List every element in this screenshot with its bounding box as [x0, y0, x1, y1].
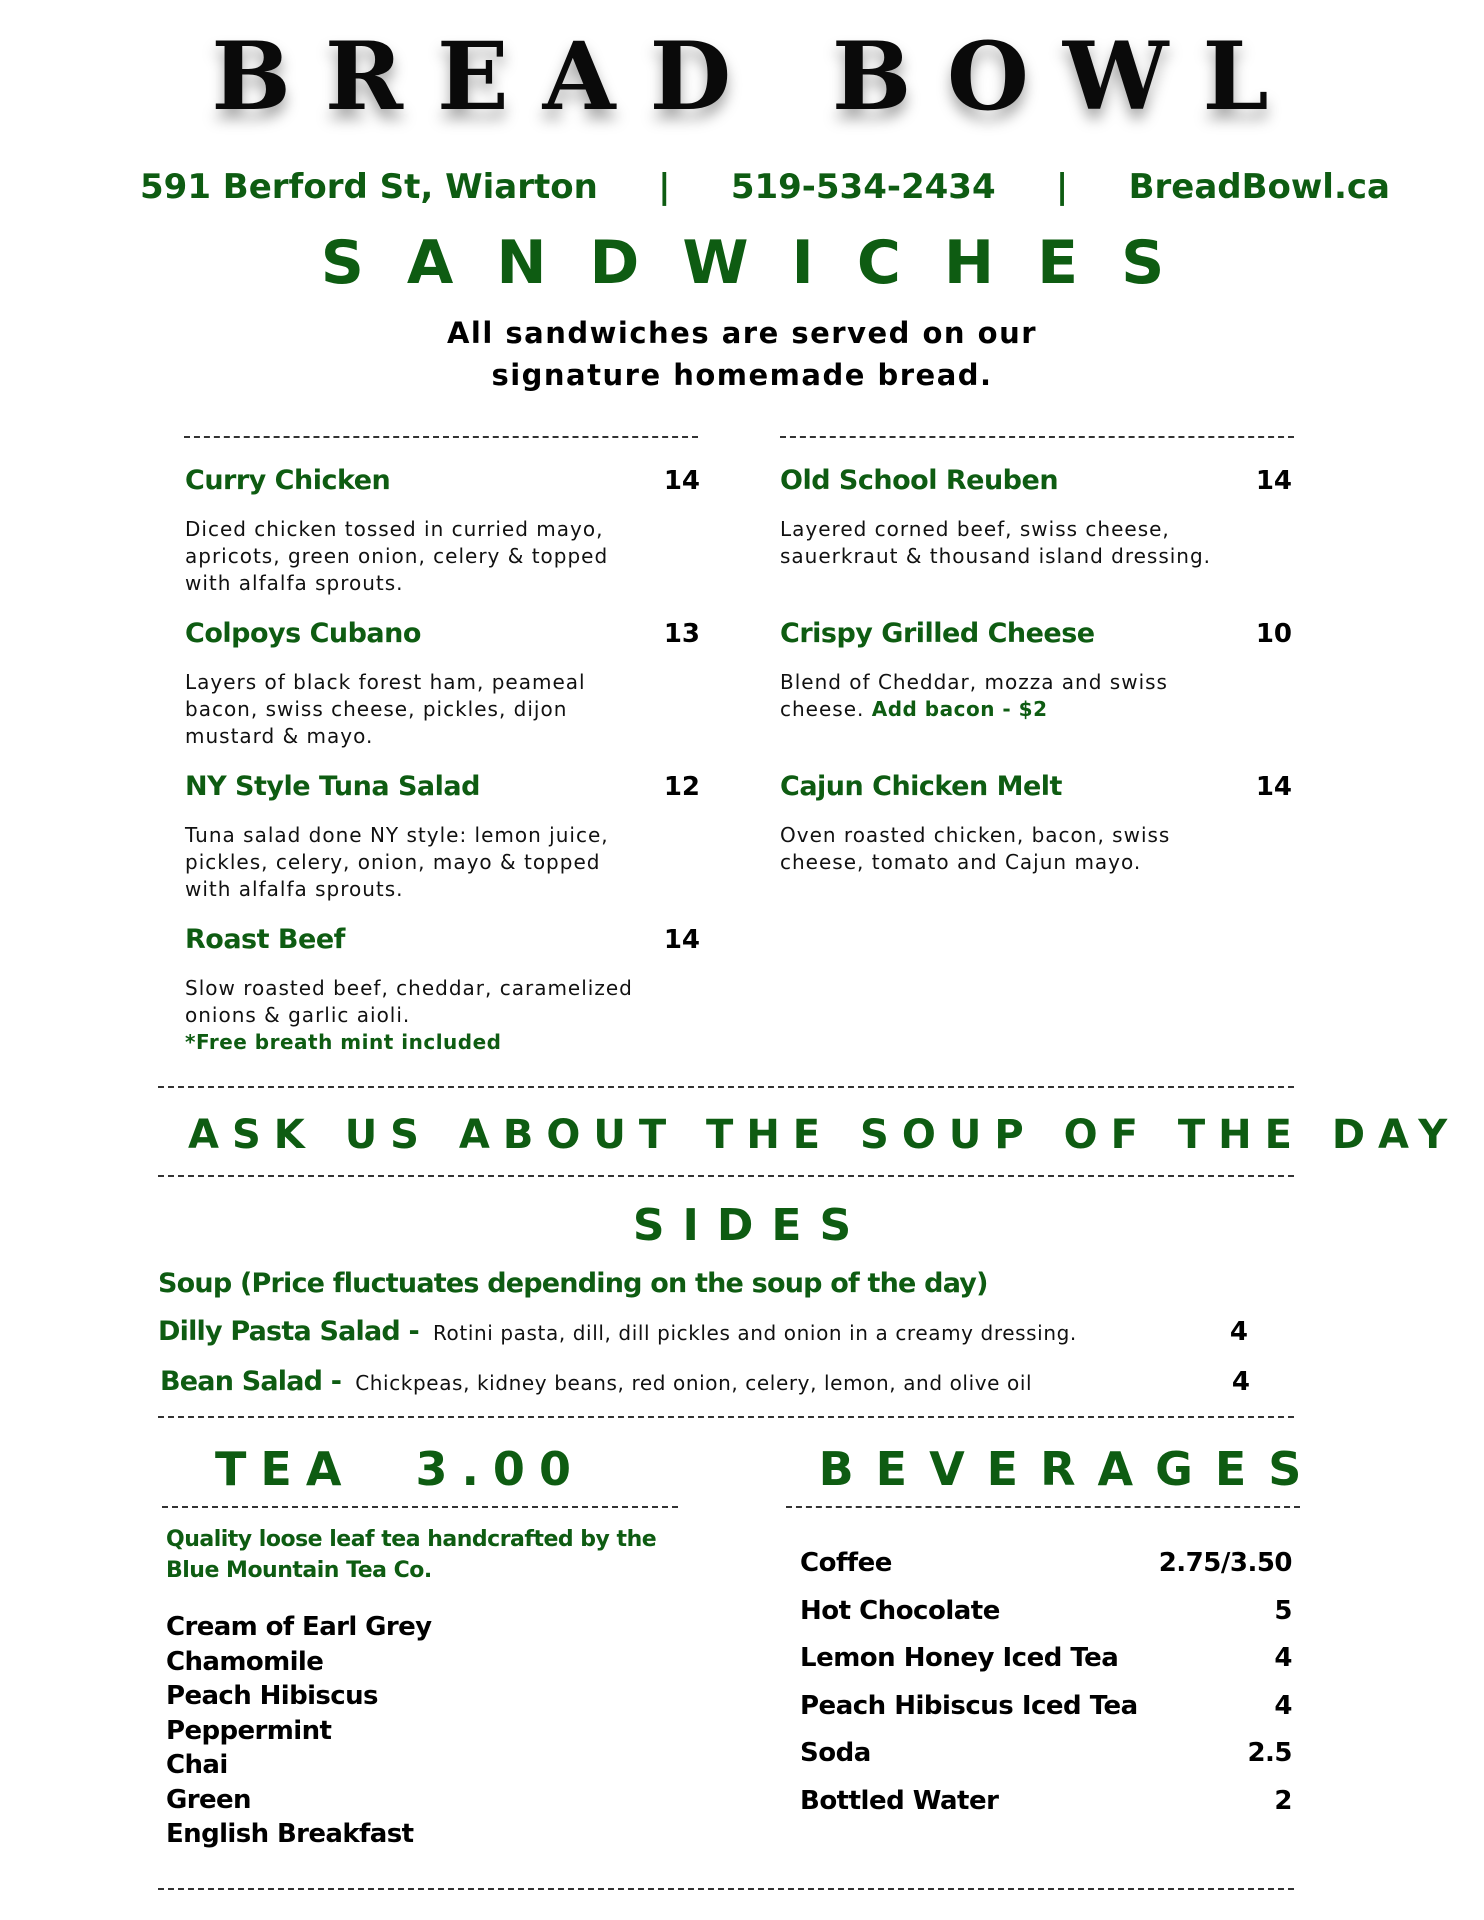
side-name: Dilly Pasta Salad - — [158, 1316, 419, 1347]
item-description — [780, 669, 1230, 723]
tea-heading — [160, 1442, 640, 1496]
beverage-item — [800, 1596, 1292, 1644]
side-price: 4 — [1229, 1317, 1248, 1347]
website-link[interactable]: BreadBowl.ca — [1128, 167, 1390, 207]
item-price: 14 — [1255, 466, 1292, 496]
tea-flavour: Chamomile — [166, 1646, 324, 1677]
item-price: 14 — [663, 925, 700, 955]
side-description: Rotini pasta, dill, dill pickles and onion in a creamy dressing. — [432, 1321, 1077, 1345]
sandwiches-subtitle — [0, 312, 1484, 396]
divider-dashed — [162, 1506, 678, 1508]
menu-item — [185, 771, 700, 903]
tea-intro: Quality loose leaf tea handcrafted by the Blue Mountain Tea Co. — [166, 1527, 657, 1583]
item-description: Tuna salad done NY style: lemon juice, pickles, celery, onion, mayo & topped with alfalfa sprouts. — [185, 823, 609, 901]
tea-flavour: Chai — [166, 1750, 228, 1780]
beverage-item — [800, 1691, 1292, 1739]
tea-flavour: Peppermint — [166, 1715, 332, 1746]
menu-item — [780, 465, 1292, 570]
beverage-name: Soda — [800, 1738, 871, 1768]
beverage-price: 5 — [1274, 1595, 1292, 1626]
beverage-price: 4 — [1274, 1643, 1292, 1673]
beverage-item — [800, 1643, 1292, 1691]
subtitle-line: All sandwiches are served on our — [446, 316, 1038, 350]
beverage-name: Lemon Honey Iced Tea — [800, 1643, 1119, 1673]
beverage-price: 2 — [1274, 1785, 1292, 1816]
divider-dashed — [158, 1086, 1294, 1088]
item-description — [185, 975, 635, 1056]
item-note: *Free breath mint included — [185, 1030, 502, 1054]
item-name: NY Style Tuna Salad — [185, 771, 480, 802]
item-name: Cajun Chicken Melt — [780, 771, 1062, 802]
beverage-item — [800, 1548, 1292, 1596]
tea-flavour: Peach Hibiscus — [166, 1681, 378, 1711]
item-price: 12 — [663, 772, 700, 802]
beverage-item — [800, 1738, 1292, 1786]
beverage-name: Coffee — [800, 1548, 892, 1578]
beverage-price: 2.5 — [1247, 1738, 1292, 1768]
beverage-name: Peach Hibiscus Iced Tea — [800, 1690, 1138, 1721]
side-item — [158, 1316, 1248, 1347]
item-name: Colpoys Cubano — [185, 618, 421, 649]
beverage-name: Bottled Water — [800, 1785, 999, 1816]
side-name: Bean Salad - — [160, 1366, 342, 1397]
item-name: Old School Reuben — [780, 465, 1059, 496]
divider-dashed — [184, 436, 698, 438]
tea-flavour: Green — [166, 1784, 251, 1815]
item-description: Diced chicken tossed in curried mayo, apricots, green onion, celery & topped with alfalfa sprouts. — [185, 517, 609, 595]
menu-item — [780, 771, 1292, 876]
divider-dashed — [786, 1506, 1300, 1508]
beverages-heading: BEVERAGES — [818, 1442, 1324, 1496]
item-name: Roast Beef — [185, 924, 345, 955]
tea-flavour: English Breakfast — [166, 1819, 414, 1849]
divider-dashed — [158, 1175, 1294, 1177]
menu-item — [185, 924, 700, 1056]
contact-bar — [140, 162, 1390, 212]
item-name: Curry Chicken — [185, 465, 391, 496]
phone-number[interactable]: 519-534-2434 — [730, 167, 996, 207]
address: 591 Berford St, Wiarton — [140, 167, 598, 207]
item-price: 13 — [663, 619, 700, 649]
description-text: Slow roasted beef, cheddar, caramelized onions & garlic aioli. — [185, 976, 633, 1027]
add-on-note: Add bacon - $2 — [871, 697, 1048, 721]
sides-heading: SIDES — [632, 1200, 870, 1251]
item-description: Oven roasted chicken, bacon, swiss cheese, tomato and Cajun mayo. — [780, 823, 1171, 874]
divider-dashed — [158, 1888, 1294, 1890]
item-name: Crispy Grilled Cheese — [780, 618, 1095, 649]
beverage-price: 4 — [1274, 1690, 1292, 1721]
tea-flavour: Cream of Earl Grey — [166, 1612, 432, 1642]
item-price: 14 — [663, 466, 700, 496]
subtitle-line: signature homemade bread. — [491, 358, 993, 392]
divider: | — [658, 167, 671, 207]
item-price: 10 — [1255, 619, 1292, 649]
tea-title: TEA — [215, 1442, 356, 1496]
beverage-name: Hot Chocolate — [800, 1595, 1000, 1626]
menu-item — [185, 465, 700, 597]
item-description: Layered corned beef, swiss cheese, sauerkraut & thousand island dressing. — [780, 517, 1212, 568]
soup-line: Soup (Price fluctuates depending on the soup of the day) — [158, 1268, 988, 1299]
soup-of-the-day-banner: ASK US ABOUT THE SOUP OF THE DAY — [188, 1112, 1461, 1158]
side-description: Chickpeas, kidney beans, red onion, celery, lemon, and olive oil — [355, 1371, 1033, 1395]
divider-dashed — [158, 1416, 1294, 1418]
beverage-price: 2.75/3.50 — [1158, 1548, 1292, 1578]
item-description: Layers of black forest ham, peameal bacon, swiss cheese, pickles, dijon mustard & mayo. — [185, 670, 586, 748]
menu-item — [185, 618, 700, 750]
restaurant-name: BREAD BOWL — [211, 22, 1303, 132]
side-item — [160, 1366, 1250, 1397]
beverage-list — [800, 1548, 1292, 1833]
description-text: Blend of Cheddar, mozza and swiss cheese. — [780, 670, 1168, 721]
divider-dashed — [780, 436, 1294, 438]
side-price: 4 — [1231, 1367, 1250, 1397]
tea-price: 3.00 — [415, 1442, 585, 1496]
menu-item — [780, 618, 1292, 723]
item-price: 14 — [1255, 772, 1292, 802]
divider: | — [1055, 167, 1069, 207]
sandwiches-heading: SANDWICHES — [320, 228, 1208, 298]
tea-flavour-list — [166, 1610, 432, 1852]
beverage-item — [800, 1786, 1292, 1834]
